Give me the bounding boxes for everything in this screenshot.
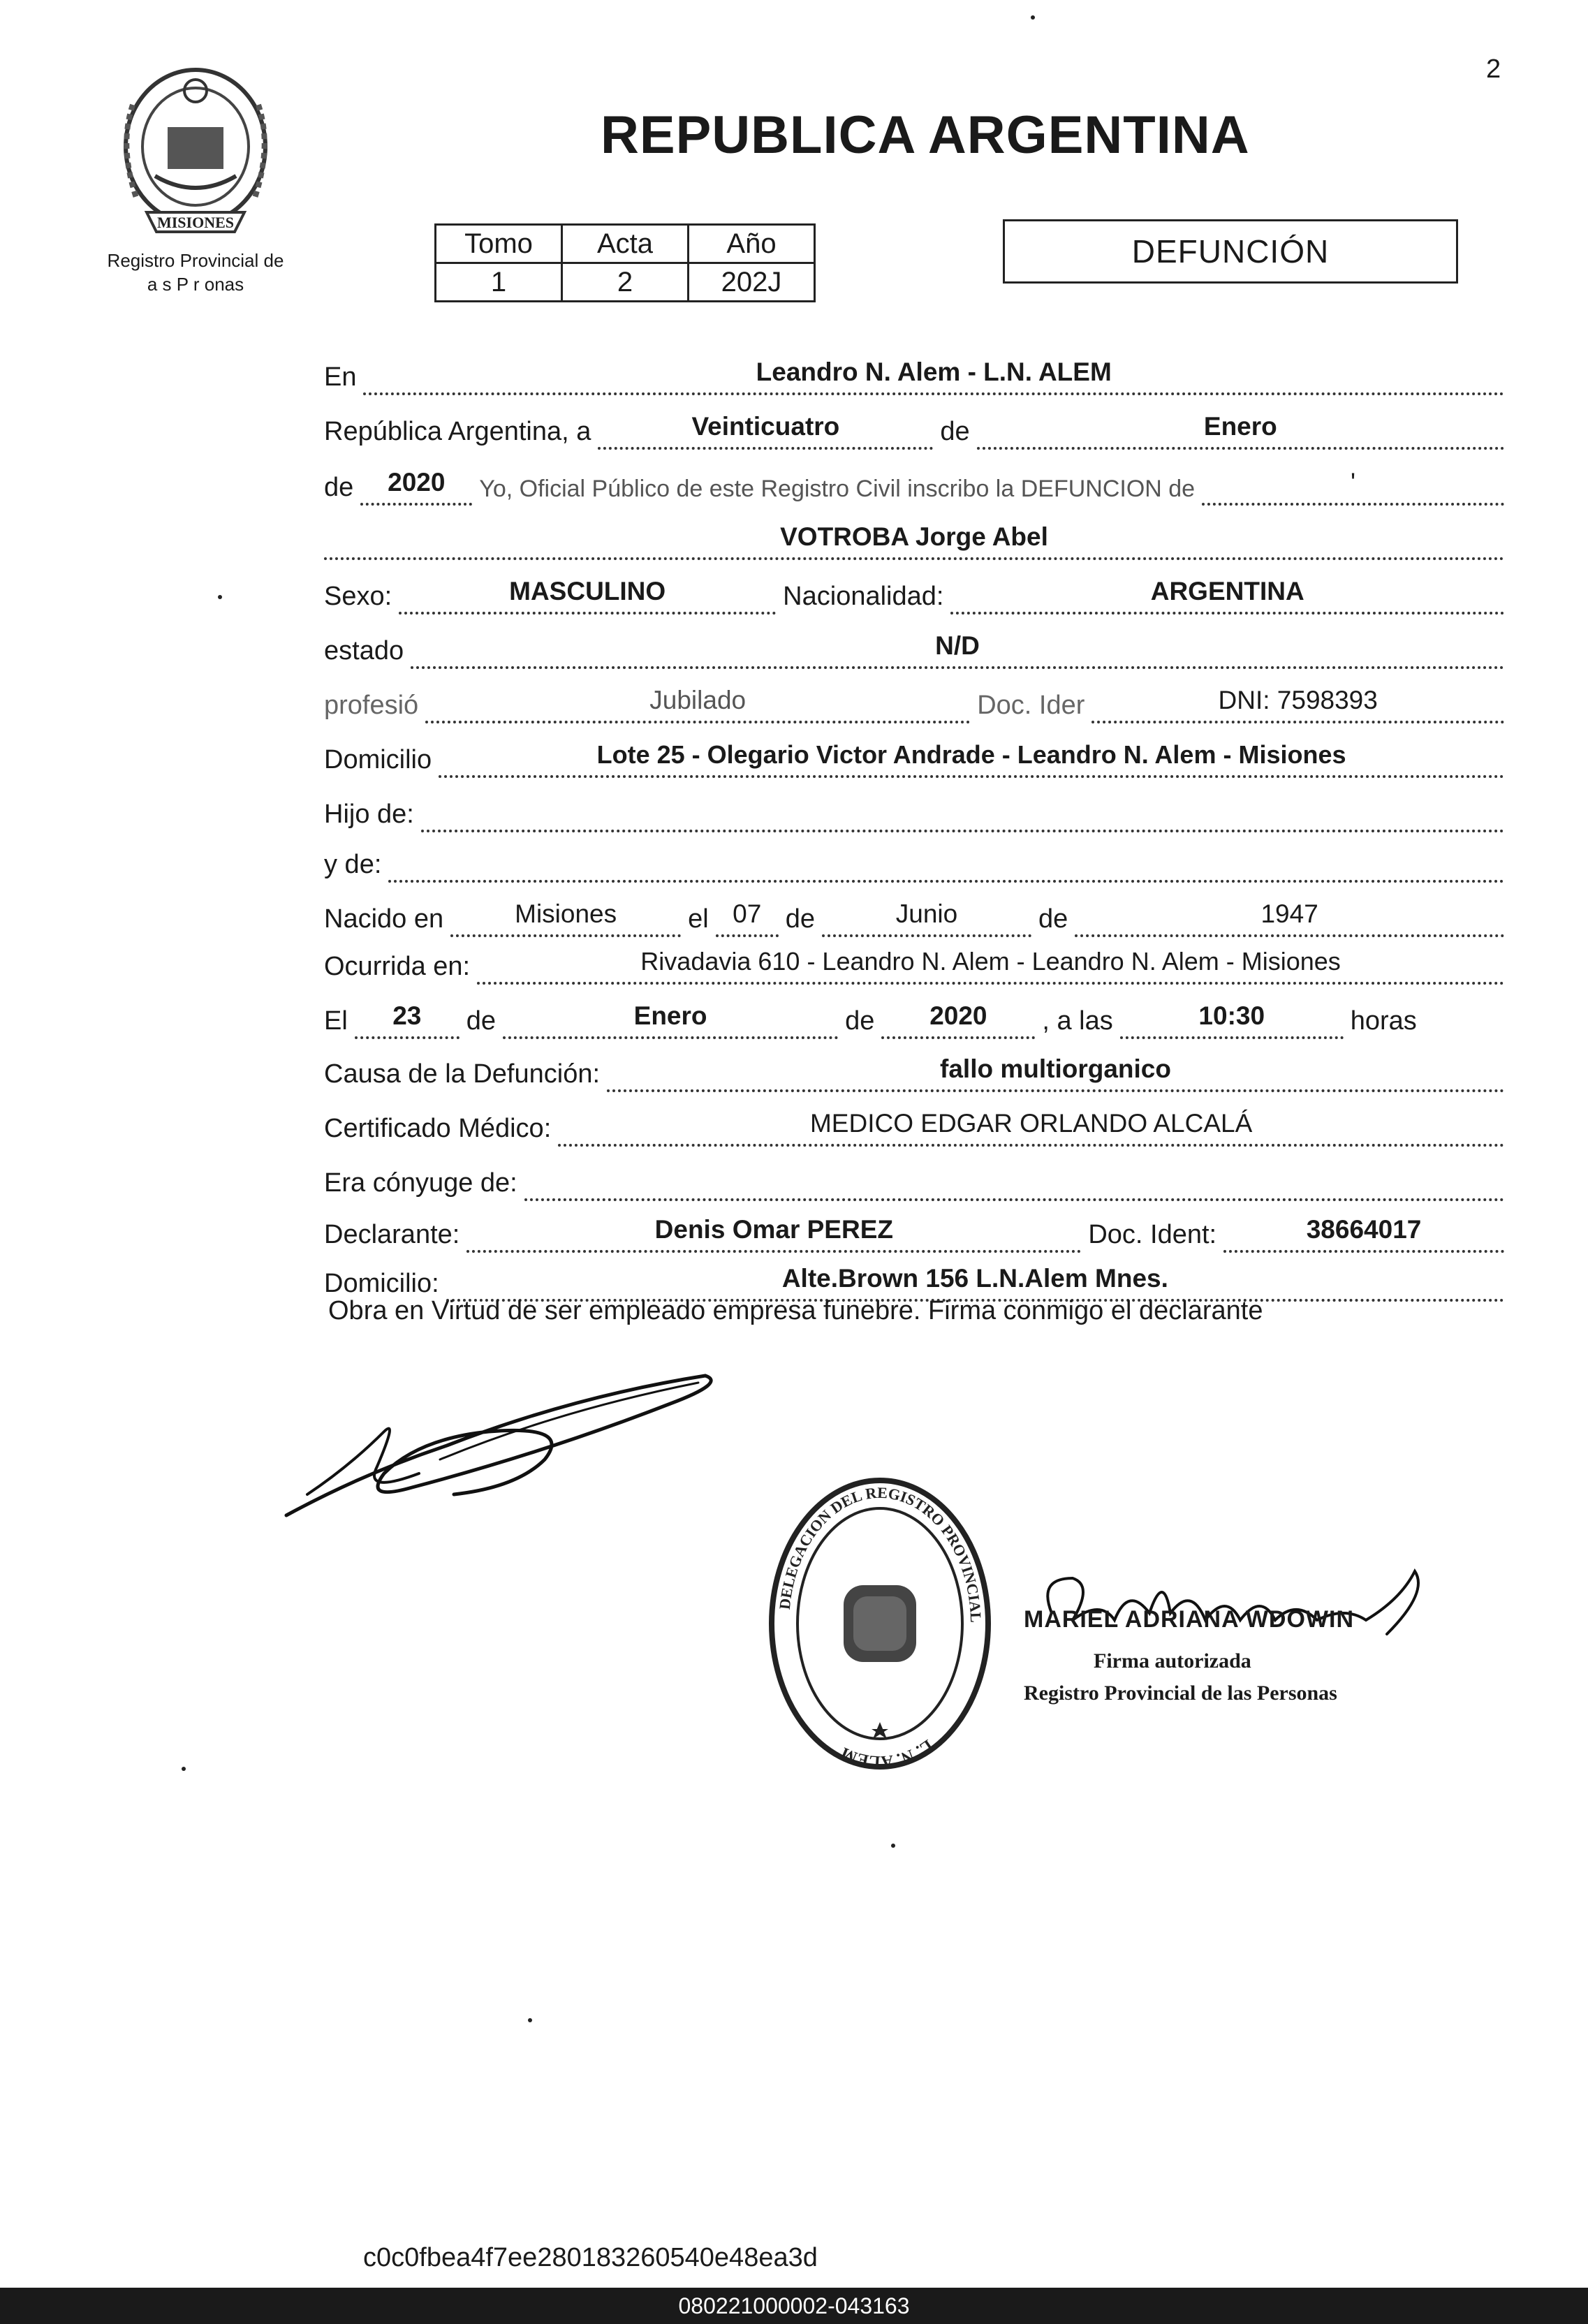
republica-label: República Argentina, a: [324, 417, 591, 446]
domicilio-value: Lote 25 - Olegario Victor Andrade - Leandro N. Alem - Misiones: [439, 740, 1504, 778]
nacido-month: Junio: [822, 899, 1031, 937]
republica-day: Veinticuatro: [598, 412, 933, 450]
profesion-label: profesió: [324, 691, 419, 720]
declarante-doc-label: Doc. Ident:: [1088, 1220, 1217, 1249]
certificado-value: MEDICO EDGAR ORLANDO ALCALÁ: [558, 1109, 1504, 1147]
profesion-doc-label: Doc. Ider: [977, 691, 1085, 720]
fecha-el-label: El: [324, 1006, 348, 1036]
volume-header-acta: Acta: [562, 225, 689, 263]
nacionalidad-value: ARGENTINA: [950, 577, 1504, 615]
inscripcion-text: Yo, Oficial Público de este Registro Civil inscribo la DEFUNCION de: [479, 476, 1196, 502]
fecha-year: 2020: [881, 1001, 1035, 1039]
seal-center-text: L. N. ALEM: [838, 1735, 936, 1771]
volume-header-ano: Año: [689, 225, 815, 263]
row-domicilio: [324, 736, 1511, 778]
row-conyuge: [324, 1159, 1511, 1201]
row-sexo: [324, 573, 1511, 615]
nacido-de2: de: [1038, 904, 1068, 934]
document-hash: c0c0fbea4f7ee280183260540e48ea3d: [363, 2243, 818, 2272]
row-certificado: [324, 1105, 1511, 1147]
inscripcion-de-label: de: [324, 473, 354, 502]
row-dom-declarante: [324, 1260, 1511, 1302]
officer-name: MARIEL ADRIANA WDOWIN: [1024, 1606, 1355, 1633]
officer-office: Registro Provincial de las Personas: [1024, 1682, 1337, 1705]
row-nacido: [324, 895, 1511, 937]
nacido-place: Misiones: [450, 899, 681, 937]
fecha-horas-label: horas: [1350, 1006, 1417, 1036]
republica-month: Enero: [977, 412, 1504, 450]
row-en: [324, 353, 1511, 395]
nacido-day: 07: [716, 899, 779, 937]
yde-value: [388, 874, 1504, 883]
nacido-label: Nacido en: [324, 904, 444, 934]
seal-top-text: DELEGACION DEL REGISTRO PROVINCIAL: [775, 1483, 985, 1622]
profesion-doc-value: DNI: 7598393: [1091, 686, 1504, 723]
sexo-label: Sexo:: [324, 582, 392, 611]
volume-value-tomo: 1: [436, 263, 562, 302]
profesion-value: Jubilado: [425, 686, 970, 723]
scan-speck: [891, 1844, 895, 1848]
scan-speck: [528, 2018, 532, 2022]
fecha-month: Enero: [503, 1001, 838, 1039]
registry-label: [84, 249, 307, 296]
volume-value-ano: 202J: [689, 263, 815, 302]
dom-declarante-value: Alte.Brown 156 L.N.Alem Mnes.: [446, 1264, 1504, 1302]
page-number: 2: [1486, 54, 1501, 84]
nacido-de1: de: [785, 904, 815, 934]
fecha-de1: de: [466, 1006, 497, 1036]
declarante-value: Denis Omar PEREZ: [466, 1215, 1081, 1253]
volume-value-acta: 2: [562, 263, 689, 302]
inscripcion-year: 2020: [360, 468, 472, 506]
footer-id: 080221000002-043163: [678, 2293, 910, 2318]
en-label: En: [324, 362, 357, 392]
volume-table: [434, 223, 816, 302]
row-estado: [324, 627, 1511, 669]
row-inscripcion: [324, 464, 1511, 506]
ocurrida-value: Rivadavia 610 - Leandro N. Alem - Leandro N. Alem - Misiones: [477, 947, 1504, 985]
en-value: Leandro N. Alem - L.N. ALEM: [363, 358, 1504, 395]
yde-label: y de:: [324, 850, 382, 879]
row-yde: [324, 841, 1511, 883]
volume-header-tomo: Tomo: [436, 225, 562, 263]
hijo-label: Hijo de:: [324, 800, 414, 829]
republica-de-label: de: [940, 417, 970, 446]
registry-label-line1: Registro Provincial de: [107, 250, 284, 271]
estado-label: estado: [324, 636, 404, 665]
row-republica: [324, 408, 1511, 450]
declarante-doc-value: 38664017: [1223, 1215, 1504, 1253]
declarante-label: Declarante:: [324, 1220, 460, 1249]
fecha-de2: de: [845, 1006, 875, 1036]
fecha-day: 23: [355, 1001, 460, 1039]
officer-role: Firma autorizada: [1094, 1649, 1251, 1672]
svg-text:L. N. ALEM: [839, 1735, 936, 1770]
domicilio-label: Domicilio: [324, 745, 432, 774]
row-hijo: [324, 790, 1511, 832]
estado-value: N/D: [411, 631, 1504, 669]
footer-bar: [0, 2288, 1588, 2324]
certificado-label: Certificado Médico:: [324, 1114, 552, 1143]
hijo-value: [421, 824, 1504, 832]
registry-label-line2: a s P r onas: [147, 274, 244, 295]
scan-speck: [218, 595, 222, 599]
row-nombre: [324, 518, 1511, 560]
causa-value: fallo multiorganico: [607, 1054, 1504, 1092]
closing-statement: Obra en Virtud de ser empleado empresa funebre. Firma conmigo el declarante: [328, 1296, 1263, 1325]
sexo-value: MASCULINO: [399, 577, 776, 615]
nacido-year: 1947: [1075, 899, 1504, 937]
scan-speck: [182, 1767, 186, 1771]
dom-declarante-label: Domicilio:: [324, 1269, 439, 1298]
fecha-time: 10:30: [1120, 1001, 1344, 1039]
provincial-crest: [91, 63, 300, 237]
scan-speck: [1031, 15, 1035, 20]
ocurrida-label: Ocurrida en:: [324, 952, 471, 981]
declarant-signature: [279, 1355, 726, 1522]
row-causa: [324, 1050, 1511, 1092]
conyuge-label: Era cónyuge de:: [324, 1168, 517, 1198]
nacionalidad-label: Nacionalidad:: [783, 582, 944, 611]
row-fecha: [324, 997, 1511, 1039]
official-seal: [761, 1466, 999, 1781]
row-ocurrida: [324, 943, 1511, 985]
document-title: REPUBLICA ARGENTINA: [601, 105, 1250, 165]
fecha-alas-label: , a las: [1042, 1006, 1113, 1036]
crest-text: MISIONES: [156, 214, 235, 231]
causa-label: Causa de la Defunción:: [324, 1059, 601, 1089]
conyuge-value: [524, 1193, 1504, 1201]
row-declarante: [324, 1211, 1511, 1253]
record-type-box: DEFUNCIÓN: [1003, 219, 1458, 284]
row-profesion: [324, 682, 1511, 723]
inscripcion-end: ': [1202, 468, 1504, 506]
nacido-el-label: el: [688, 904, 709, 934]
nombre-value: VOTROBA Jorge Abel: [324, 522, 1504, 560]
